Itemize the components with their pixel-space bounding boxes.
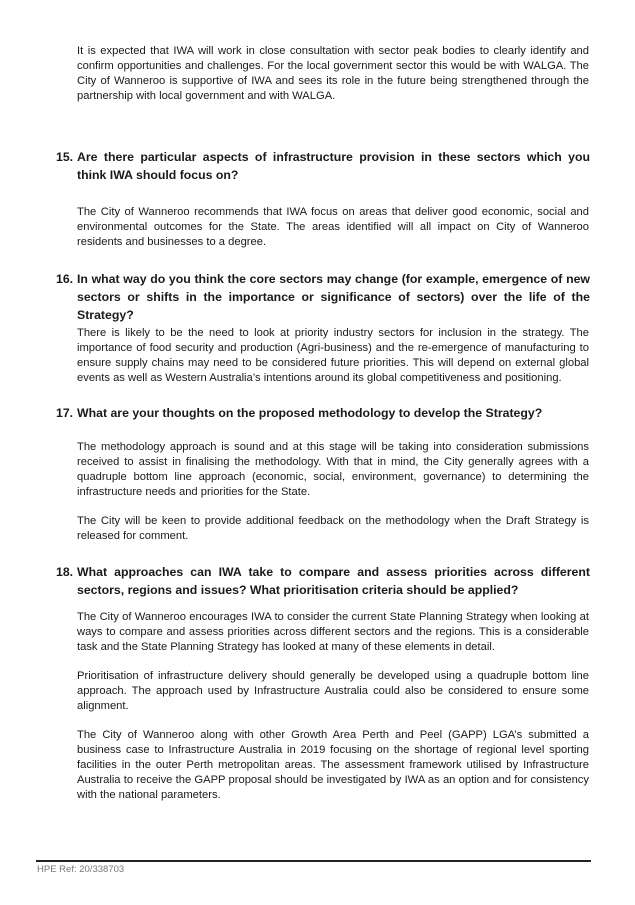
answer-15-paragraph-1: The City of Wanneroo recommends that IWA focus on areas that deliver good economic, social and environmental outcomes for the State. The areas identified will all impact on City of Wanneroo residents and businesses to a degree. <box>77 206 589 248</box>
answer-16-paragraph-1: There is likely to be the need to look at priority industry sectors for inclusion in the strategy. The importance of food security and production (Agri-business) and the re-emergence of manufacturing to ensure supply chains may need to be considered future priorities. This will depend on external global events as well as Western Australia’s intentions around its global competitiveness and positioning. <box>77 327 589 384</box>
question-18 <box>56 563 590 599</box>
question-text: Are there particular aspects of infrastructure provision in these sectors which you think IWA should focus on? <box>77 150 590 182</box>
question-text: In what way do you think the core sectors may change (for example, emergence of new sectors or shifts in the importance or significance of sectors) over the life of the Strategy? <box>77 272 590 322</box>
question-text: What approaches can IWA take to compare and assess priorities across different sectors, regions and issues? What prioritisation criteria should be applied? <box>77 565 590 597</box>
intro-paragraph: It is expected that IWA will work in close consultation with sector peak bodies to clearly identify and confirm opportunities and challenges. For the local government sector this would be with WALGA. The City of Wanneroo is supportive of IWA and sees its role in the future being strengthened through the partnership with local government and with WALGA. <box>77 45 589 102</box>
answer-18-paragraph-1: The City of Wanneroo encourages IWA to consider the current State Planning Strategy when looking at ways to compare and assess priorities across different sectors and the regions. This is a considerable task and the State Planning Strategy has looked at many of these elements in detail. <box>77 611 589 653</box>
question-text: What are your thoughts on the proposed methodology to develop the Strategy? <box>77 406 543 420</box>
footer-reference: HPE Ref: 20/338703 <box>37 864 125 875</box>
question-16 <box>56 270 590 324</box>
answer-17-paragraph-1: The methodology approach is sound and at this stage will be taking into consideration submissions received to assist in finalising the methodology. With that in mind, the City generally agrees with a quadruple bottom line approach (economic, social, environment, governance) to determining the infrastructure needs and priorities for the State. <box>77 441 589 498</box>
question-number: 17. <box>56 406 74 420</box>
question-number: 16. <box>56 272 74 286</box>
question-number: 18. <box>56 565 74 579</box>
question-number: 15. <box>56 150 74 164</box>
answer-18-paragraph-2: Prioritisation of infrastructure delivery should generally be developed using a quadruple bottom line approach. The approach used by Infrastructure Australia could also be considered to ensure some alignment. <box>77 670 589 712</box>
answer-18-paragraph-3: The City of Wanneroo along with other Growth Area Perth and Peel (GAPP) LGA’s submitted a business case to Infrastructure Australia in 2019 focusing on the shortage of regional level sporting facilities in the outer Perth metropolitan areas. The assessment framework utilised by Infrastructure Australia to receive the GAPP proposal should be investigated by IWA as an option and for consistency with the national parameters. <box>77 729 589 801</box>
question-15 <box>56 148 590 184</box>
question-17 <box>56 404 590 422</box>
footer-divider <box>36 860 591 862</box>
answer-17-paragraph-2: The City will be keen to provide additional feedback on the methodology when the Draft Strategy is released for comment. <box>77 515 589 542</box>
